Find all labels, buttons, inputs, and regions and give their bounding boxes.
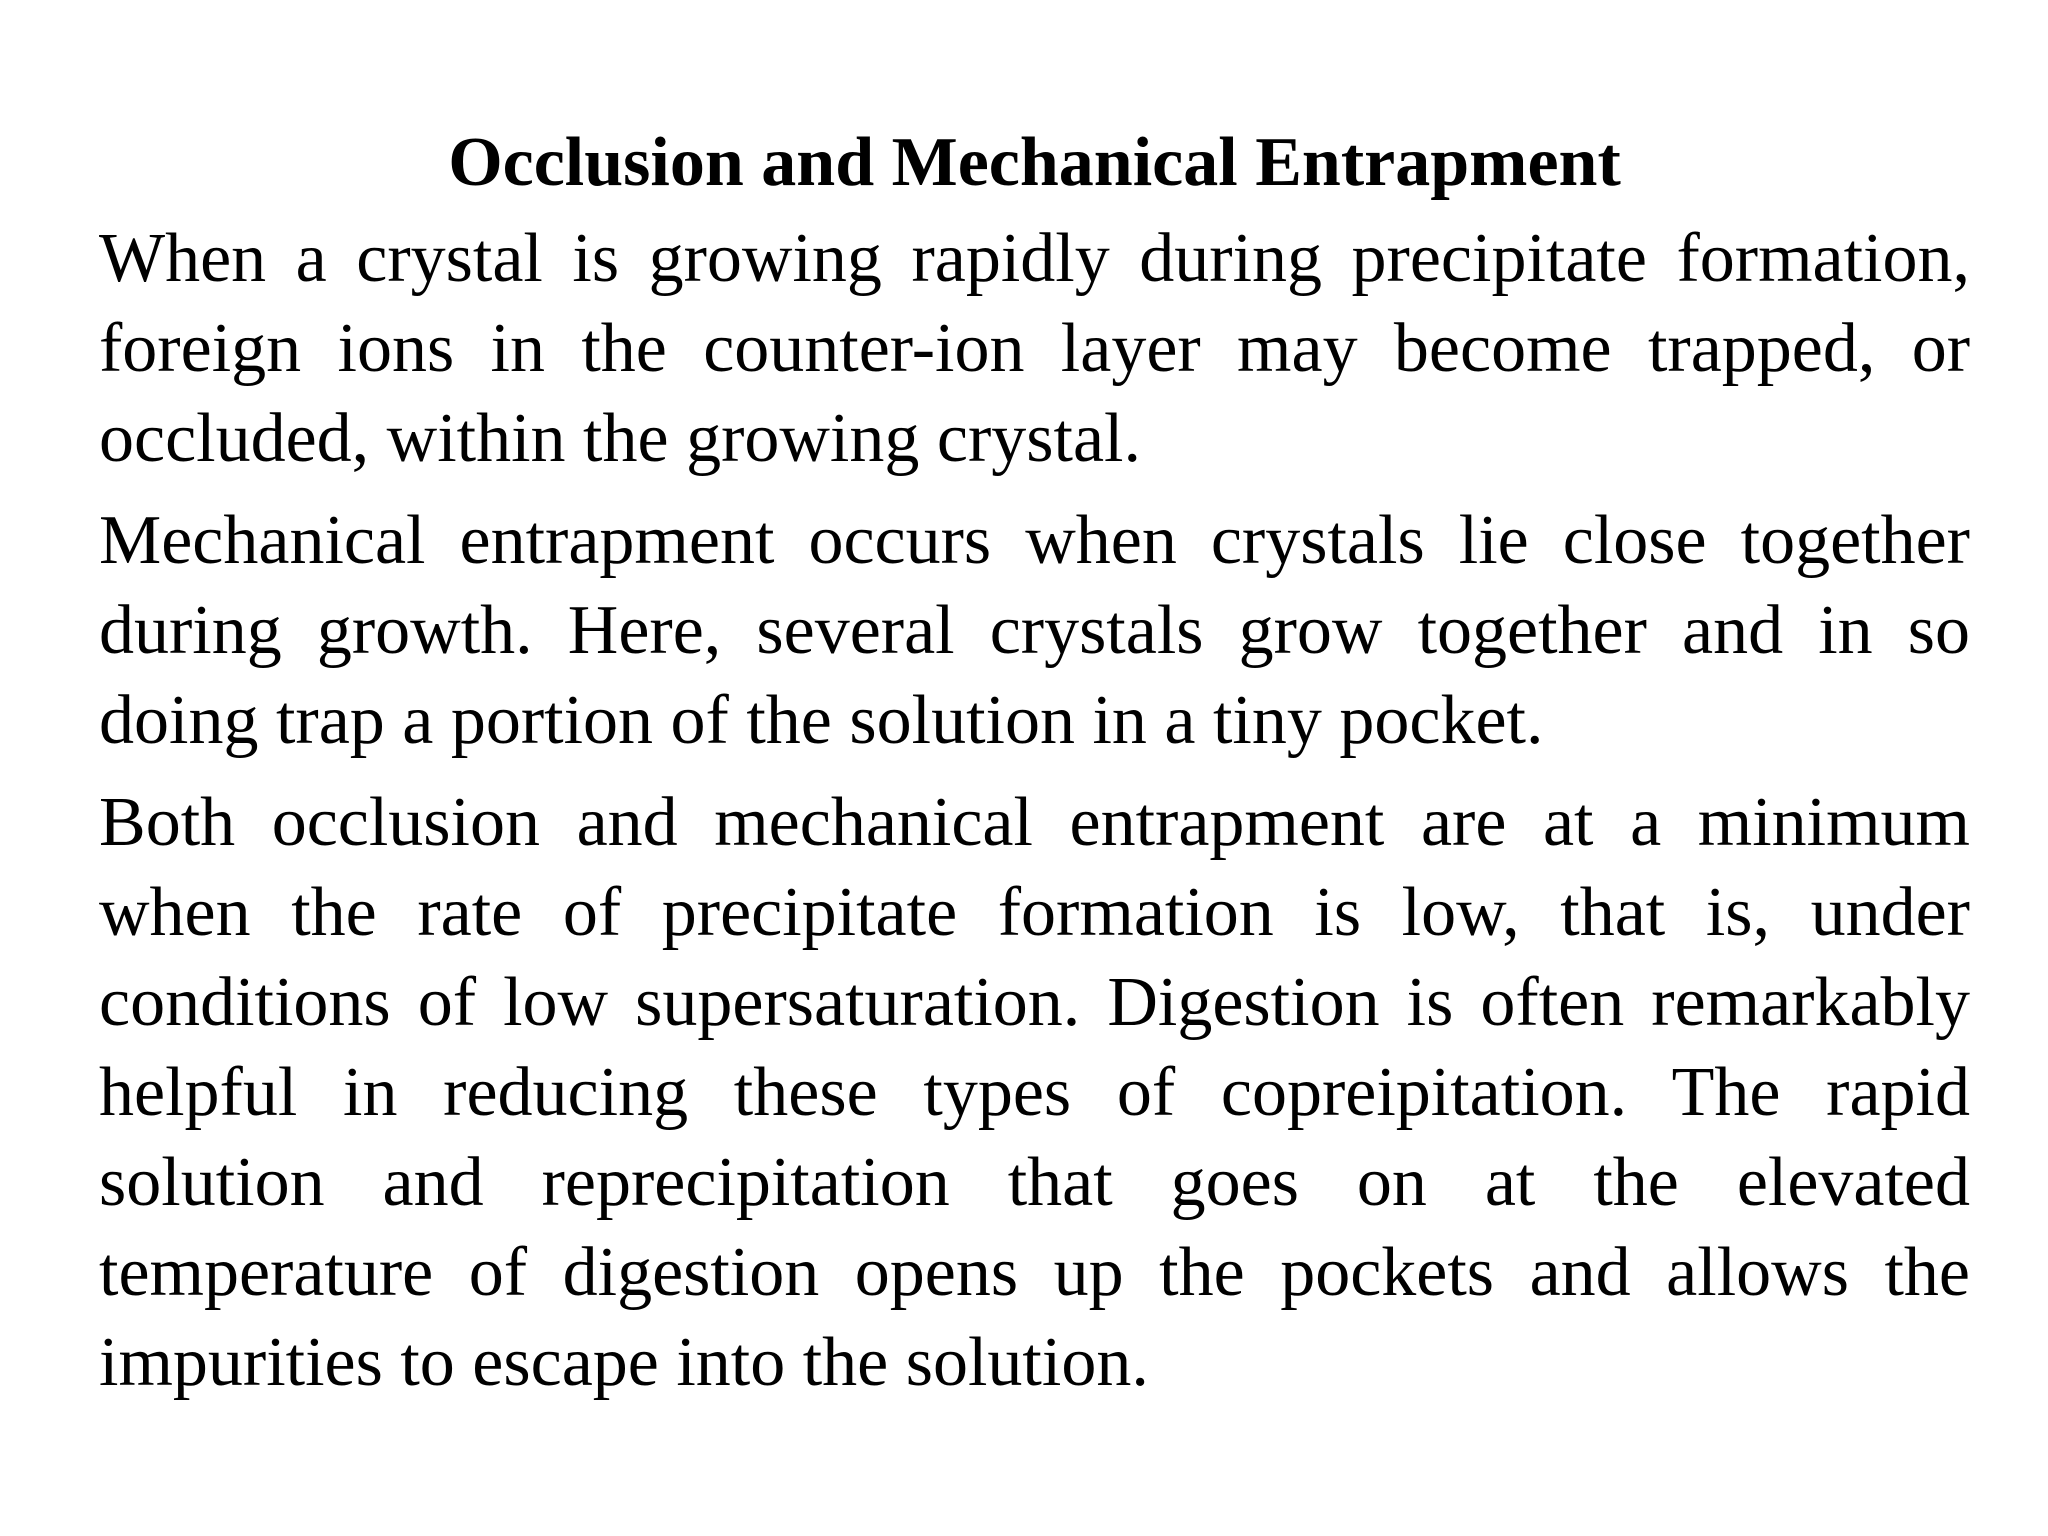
page-title: Occlusion and Mechanical Entrapment — [448, 124, 1621, 201]
paragraph-occlusion: When a crystal is growing rapidly during precipitate formation, foreign ions in the counter-ion layer may become trapped, or occluded, within the growing crystal. — [99, 220, 1970, 477]
paragraph-minimizing-coprecipitation: Both occlusion and mechanical entrapment are at a minimum when the rate of precipitate formation is low, that is, under conditions of low supersaturation. Digestion is often remarkably helpful in reducing these types of copreipitation. The rapid solution and reprecipitation that goes on at the elevated temperature of digestion opens up the pockets and allows the impurities to escape into the solution. — [99, 784, 1970, 1401]
paragraph-mechanical-entrapment: Mechanical entrapment occurs when crystals lie close together during growth. Here, several crystals grow together and in so doing trap a portion of the solution in a tiny pocket. — [99, 502, 1970, 759]
